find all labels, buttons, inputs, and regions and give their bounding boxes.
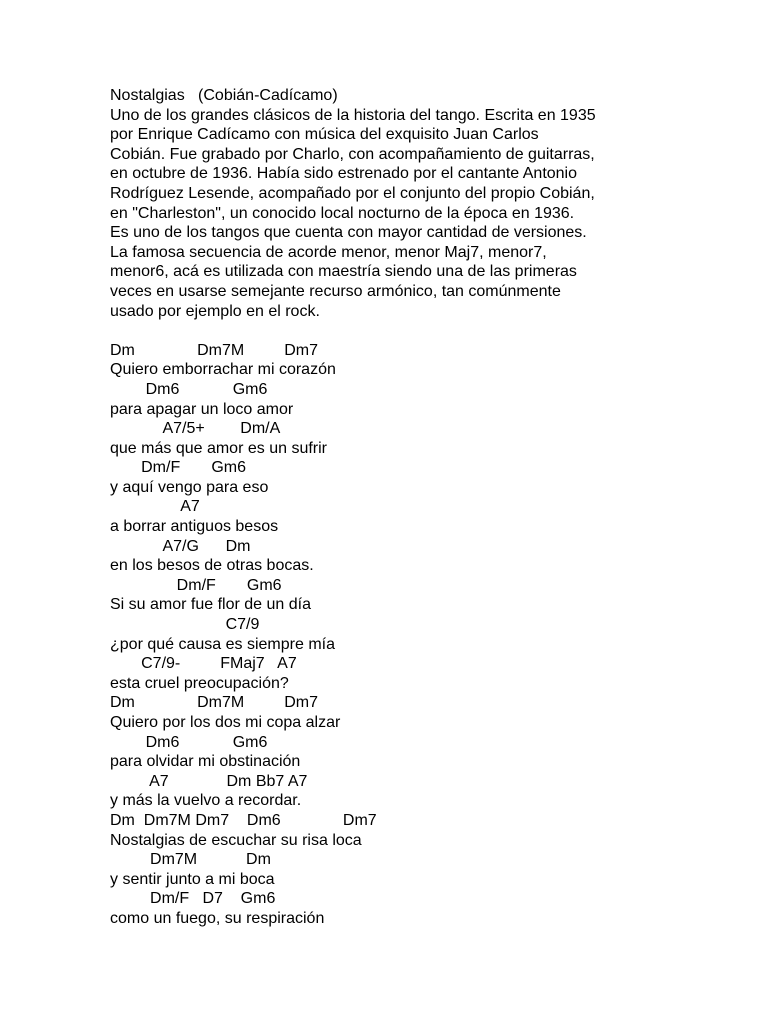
intro-line: en octubre de 1936. Había sido estrenado por el cantante Antonio bbox=[110, 165, 578, 183]
intro-line: menor6, acá es utilizada con maestría siendo una de las primeras bbox=[110, 263, 577, 281]
lyric-line: a borrar antiguos besos bbox=[110, 518, 279, 536]
song-sheet bbox=[110, 341, 710, 929]
intro-paragraph bbox=[110, 106, 710, 322]
intro-line: Cobián. Fue grabado por Charlo, con acompañamiento de guitarras, bbox=[110, 145, 595, 163]
lyric-line: y aquí vengo para eso bbox=[110, 478, 269, 496]
chord-line: Dm Dm7M Dm7 bbox=[110, 341, 319, 359]
intro-line: veces en usarse semejante recurso armónico, tan comúnmente bbox=[110, 282, 561, 300]
intro-line: en "Charleston", un conocido local nocturno de la época en 1936. bbox=[110, 204, 575, 222]
lyric-line: y más la vuelvo a recordar. bbox=[110, 792, 302, 810]
lyric-line: ¿por qué causa es siempre mía bbox=[110, 635, 335, 653]
chord-line: A7 Dm Bb7 A7 bbox=[110, 772, 308, 790]
chord-line: C7/9- FMaj7 A7 bbox=[110, 655, 297, 673]
lyric-line: Nostalgias de escuchar su risa loca bbox=[110, 831, 362, 849]
intro-line: por Enrique Cadícamo con música del exquisito Juan Carlos bbox=[110, 126, 539, 144]
chord-line: Dm/F D7 Gm6 bbox=[110, 890, 276, 908]
lyric-line: Quiero emborrachar mi corazón bbox=[110, 361, 336, 379]
chord-line: A7/G Dm bbox=[110, 537, 251, 555]
lyric-line: que más que amor es un sufrir bbox=[110, 439, 327, 457]
chord-line: Dm Dm7M Dm7 bbox=[110, 694, 319, 712]
intro-line: Uno de los grandes clásicos de la historia del tango. Escrita en 1935 bbox=[110, 106, 596, 124]
chord-line: A7 bbox=[110, 498, 200, 516]
lyric-line: Si su amor fue flor de un día bbox=[110, 596, 311, 614]
document-page bbox=[110, 86, 710, 929]
lyric-line: como un fuego, su respiración bbox=[110, 909, 325, 927]
chord-line: Dm Dm7M Dm7 Dm6 Dm7 bbox=[110, 811, 377, 829]
lyric-line: Quiero por los dos mi copa alzar bbox=[110, 714, 341, 731]
chord-line: Dm/F Gm6 bbox=[110, 576, 282, 594]
chord-line: Dm/F Gm6 bbox=[110, 459, 247, 477]
document-title: Nostalgias (Cobián-Cadícamo) bbox=[110, 87, 338, 104]
lyric-line: para apagar un loco amor bbox=[110, 400, 294, 418]
intro-line: Rodríguez Lesende, acompañado por el conjunto del propio Cobián, bbox=[110, 184, 595, 202]
chord-line: Dm6 Gm6 bbox=[110, 380, 268, 398]
intro-line: Es uno de los tangos que cuenta con mayor cantidad de versiones. bbox=[110, 224, 587, 242]
chord-line: A7/5+ Dm/A bbox=[110, 420, 281, 438]
chord-line: Dm7M Dm bbox=[110, 851, 271, 869]
chord-line: Dm6 Gm6 bbox=[110, 733, 268, 751]
section-spacer bbox=[110, 321, 710, 341]
lyric-line: para olvidar mi obstinación bbox=[110, 753, 301, 771]
chord-line: C7/9 bbox=[110, 616, 260, 634]
lyric-line: esta cruel preocupación? bbox=[110, 674, 289, 692]
intro-line: La famosa secuencia de acorde menor, menor Maj7, menor7, bbox=[110, 243, 547, 261]
intro-line: usado por ejemplo en el rock. bbox=[110, 302, 320, 320]
lyric-line: y sentir junto a mi boca bbox=[110, 870, 275, 888]
lyric-line: en los besos de otras bocas. bbox=[110, 557, 314, 575]
